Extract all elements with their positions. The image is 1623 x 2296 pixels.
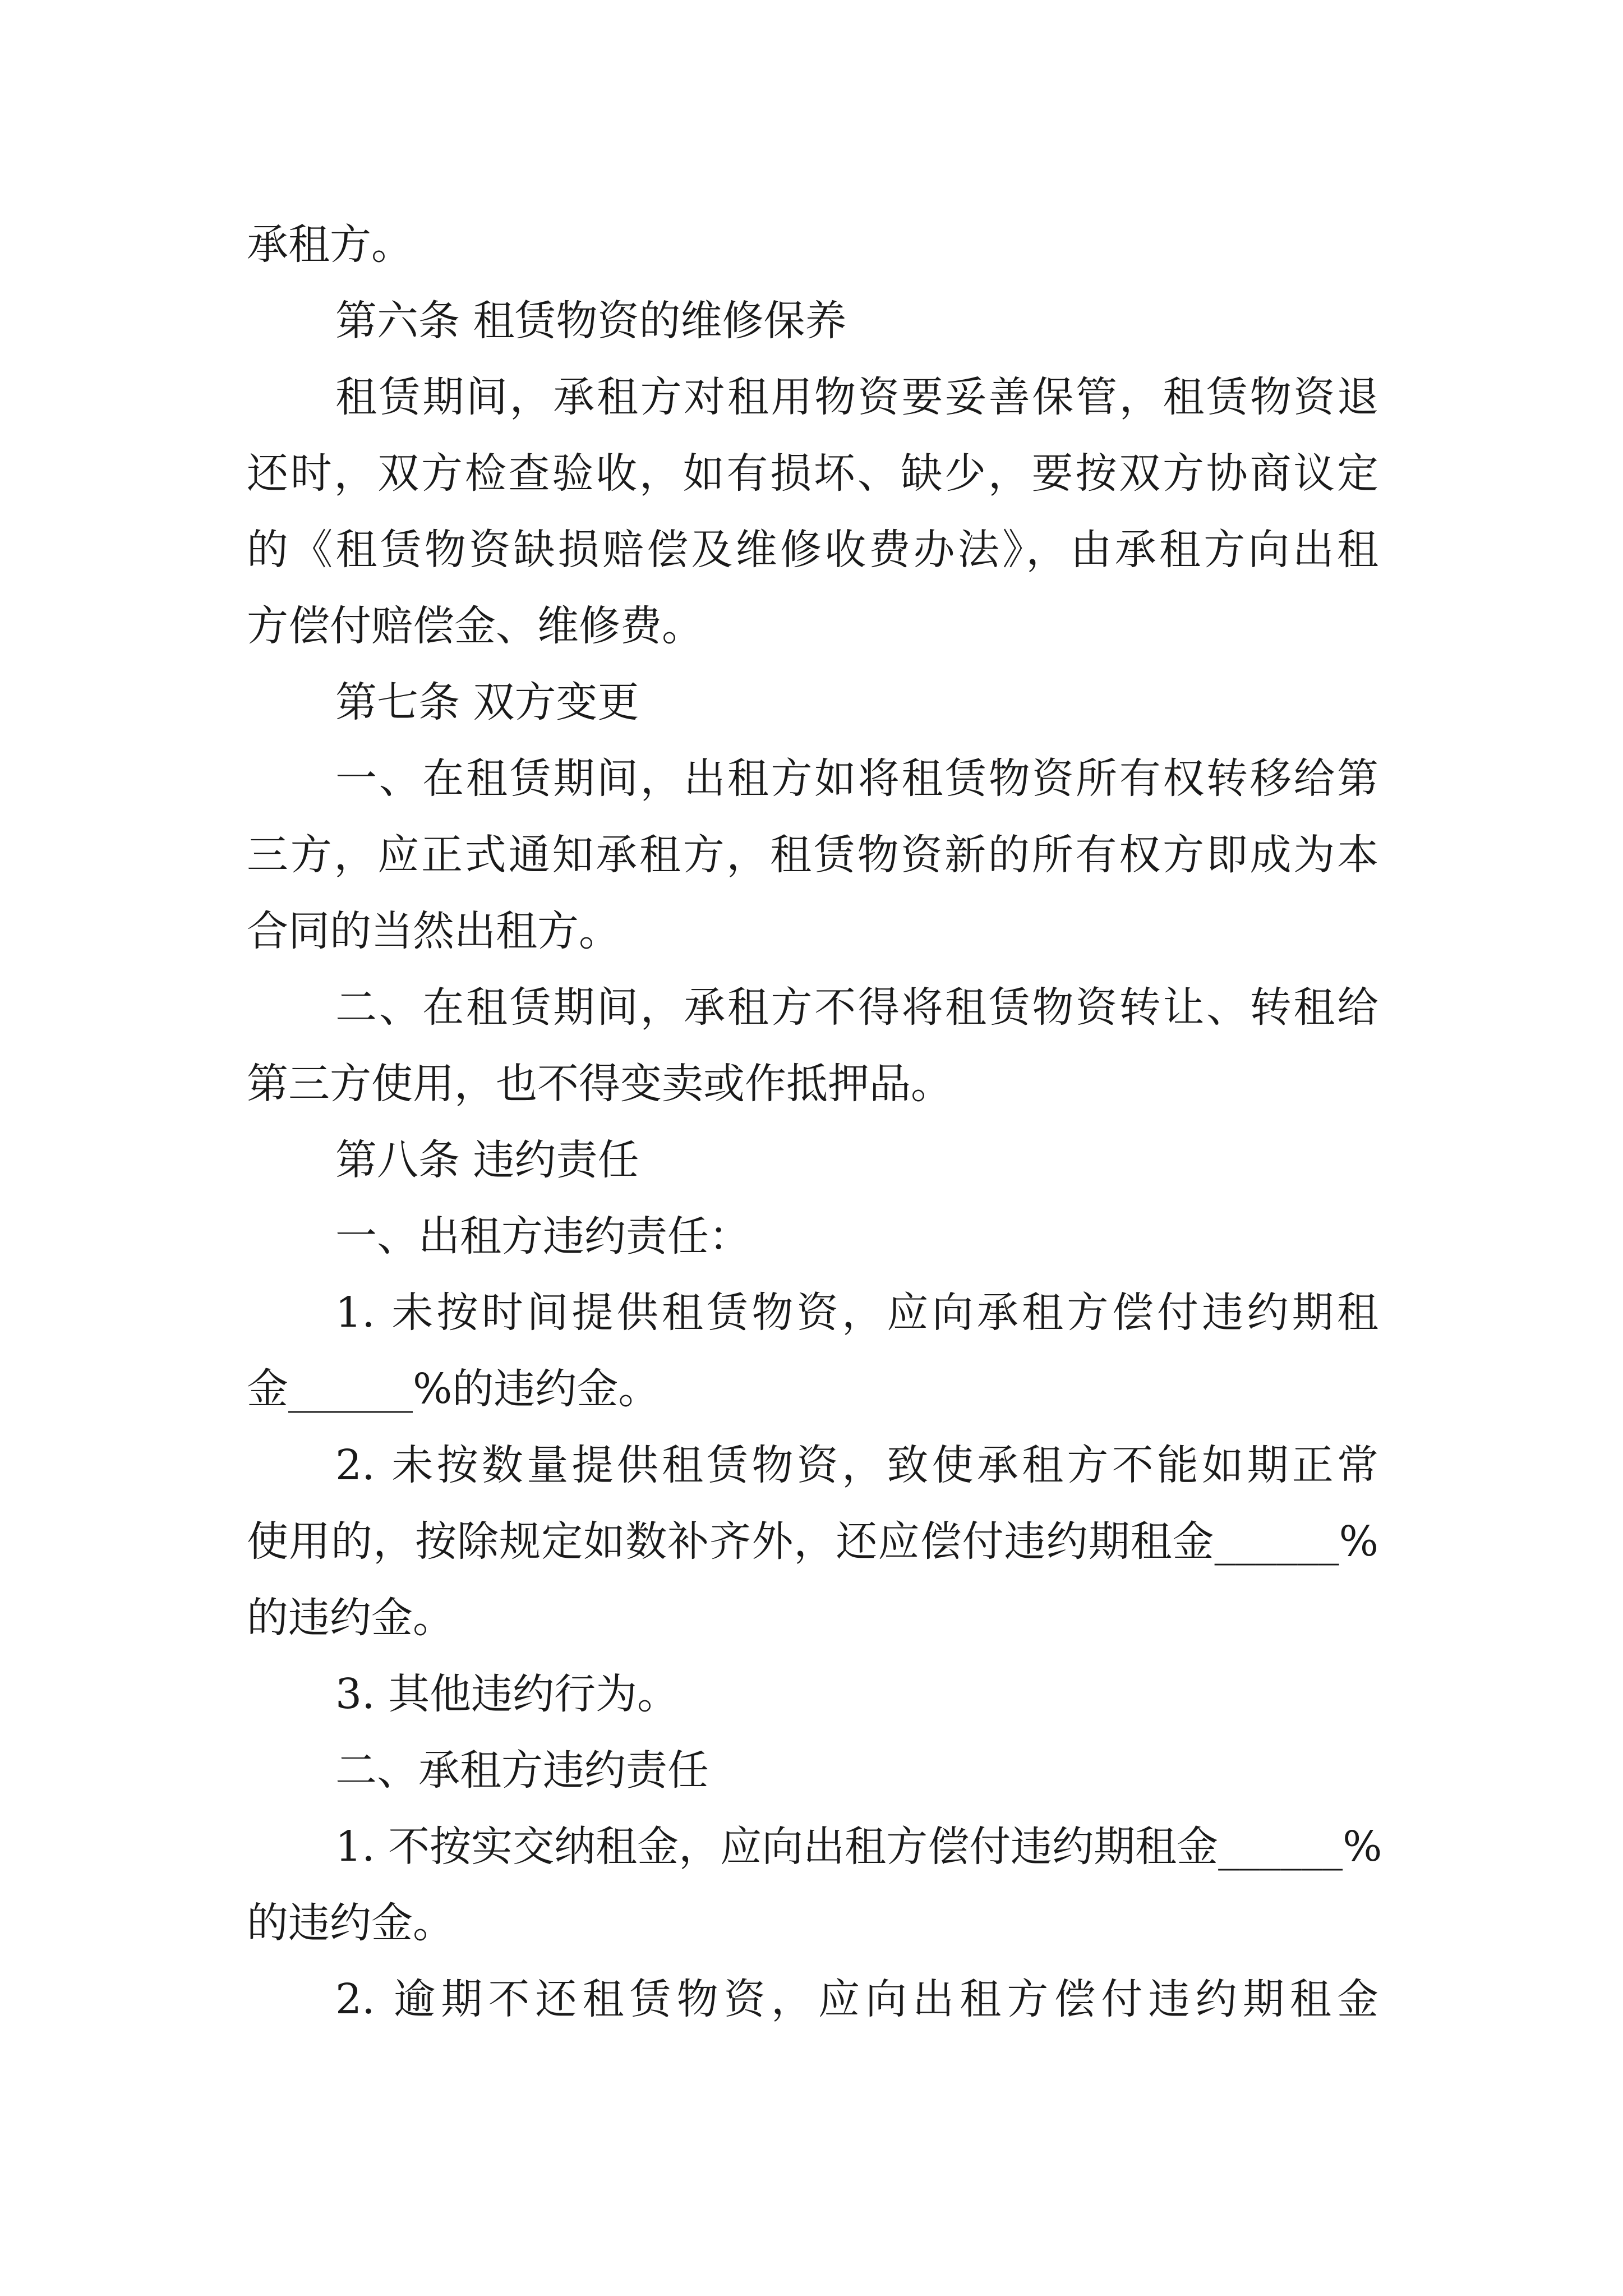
text-line: 合同的当然出租方。 (247, 907, 620, 955)
text-line: 3. 其他违约行为。 (335, 1670, 679, 1718)
text-line: 租赁期间，承租方对租用物资要妥善保管，租赁物资退 (335, 373, 1378, 421)
text-line: 的《租赁物资缺损赔偿及维修收费办法》，由承租方向出租 (247, 526, 1378, 574)
text-line: 三方，应正式通知承租方，租赁物资新的所有权方即成为本 (247, 831, 1378, 879)
text-line: 的违约金。 (247, 1899, 454, 1947)
text-line: 2. 未按数量提供租赁物资，致使承租方不能如期正常 (335, 1441, 1378, 1489)
text-line: 方偿付赔偿金、维修费。 (247, 602, 703, 650)
text-line: 还时，双方检查验收，如有损坏、缺少，要按双方协商议定 (247, 449, 1378, 498)
text-line: 使用的，按除规定如数补齐外，还应偿付违约期租金______% (247, 1517, 1378, 1566)
text-line: 第三方使用，也不得变卖或作抵押品。 (247, 1060, 952, 1108)
text-line: 一、在租赁期间，出租方如将租赁物资所有权转移给第 (335, 754, 1378, 803)
text-line: 2. 逾期不还租赁物资，应向出租方偿付违约期租金 (335, 1975, 1378, 2023)
subsection-heading: 二、承租方违约责任 (335, 1746, 709, 1795)
section-heading-article-6: 第六条 租赁物资的维修保养 (335, 297, 847, 345)
section-heading-article-7: 第七条 双方变更 (335, 678, 639, 726)
text-line: 的违约金。 (247, 1594, 454, 1642)
text-line: 二、在租赁期间，承租方不得将租赁物资转让、转租给 (335, 983, 1378, 1032)
section-heading-article-8: 第八条 违约责任 (335, 1136, 639, 1184)
text-line: 承租方。 (247, 220, 413, 269)
subsection-heading: 一、出租方违约责任： (335, 1212, 750, 1260)
text-line: 金______%的违约金。 (247, 1365, 660, 1413)
text-line: 1. 不按实交纳租金，应向出租方偿付违约期租金______% (335, 1823, 1382, 1871)
text-line: 1. 未按时间提供租赁物资，应向承租方偿付违约期租 (335, 1289, 1378, 1337)
